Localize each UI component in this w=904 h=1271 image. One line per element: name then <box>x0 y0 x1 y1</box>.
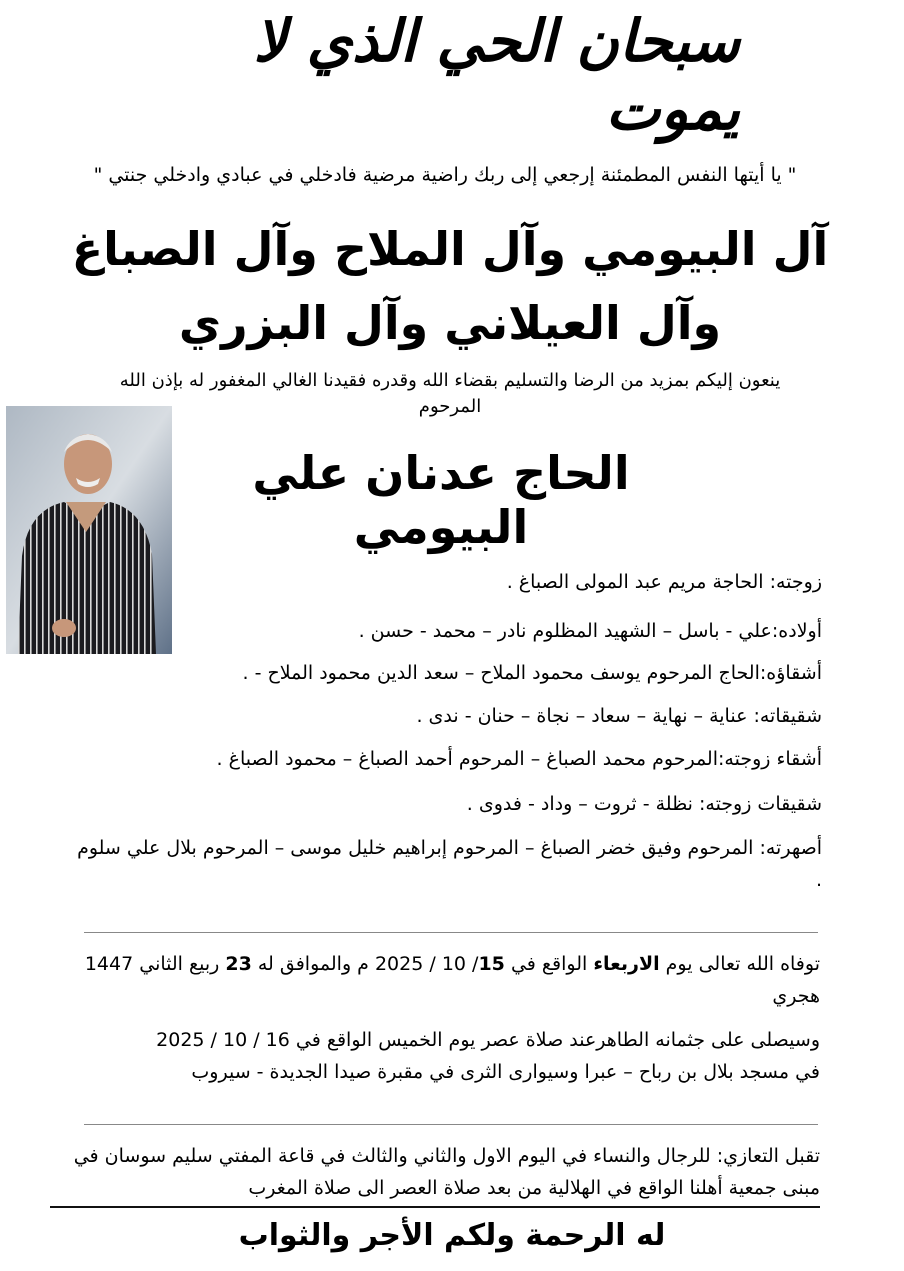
announcement-line-1: ينعون إليكم بمزيد من الرضا والتسليم بقضاء الله وقدره فقيدنا الغالي المغفور له بإذن الله <box>119 370 781 391</box>
condolences-info: تقبل التعازي: للرجال والنساء في اليوم الاول والثاني والثالث في قاعة المفتي سليم سوسان في مبنى جمعية أهلنا الواقع في الهلالية من بعد صلاة العصر الى صلاة المغرب <box>73 1145 820 1199</box>
death-day-number: 15 <box>478 953 505 975</box>
death-info-text: / 10 / 2025 م والموافق له <box>251 953 479 975</box>
death-info <box>50 948 820 1012</box>
deceased-name: الحاج عدنان علي البيومي <box>252 446 630 554</box>
relative-wife-sisters: شقيقات زوجته: نظلة - ثروت – وداد - فدوى . <box>466 793 822 815</box>
divider <box>50 1206 820 1208</box>
hijri-day-number: 23 <box>225 953 252 975</box>
death-info-text: الواقع في <box>504 953 594 975</box>
quran-verse: " يا أيتها النفس المطمئنة إرجعي إلى ربك راضية مرضية فادخلي في عبادي وادخلي جنتي " <box>93 164 797 186</box>
funeral-line-1: وسيصلى على جثمانه الطاهرعند صلاة عصر يوم الخميس الواقع في 16 / 10 / 2025 <box>156 1029 820 1051</box>
header-calligraphy: سبحان الحي الذي لا يموت <box>253 7 740 143</box>
relative-brothers: أشقاؤه:الحاج المرحوم يوسف محمود الملاح – سعد الدين محمود الملاح - . <box>242 662 822 684</box>
funeral-line-2: في مسجد بلال بن رباح – عبرا وسيوارى الثرى في مقبرة صيدا الجديدة - سيروب <box>191 1061 820 1083</box>
families-block <box>60 212 840 360</box>
divider <box>84 1124 818 1125</box>
announcement <box>60 368 840 420</box>
relative-wife: زوجته: الحاجة مريم عبد المولى الصباغ . <box>506 571 822 593</box>
funeral-info <box>50 1024 820 1088</box>
families-line-2: وآل العيلاني وآل البزري <box>178 296 722 350</box>
relative-children: أولاده:علي - باسل – الشهيد المظلوم نادر – محمد - حسن . <box>358 620 822 642</box>
death-day: الاربعاء <box>593 953 660 975</box>
relative-in-laws: أصهرته: المرحوم وفيق خضر الصباغ – المرحوم إبراهيم خليل موسى – المرحوم بلال علي سلوم . <box>77 837 822 891</box>
relative-wife-brothers: أشقاء زوجته:المرحوم محمد الصباغ – المرحوم أحمد الصباغ – محمود الصباغ . <box>216 748 822 770</box>
death-info-text: ربيع الثاني 1447 هجري <box>84 953 820 1007</box>
announcement-line-2: المرحوم <box>418 396 482 417</box>
relative-sisters: شقيقاته: عناية – نهاية – سعاد – نجاة – حنان - ندى . <box>416 705 822 727</box>
closing-prayer: له الرحمة ولكم الأجر والثواب <box>238 1218 666 1253</box>
divider <box>84 932 818 933</box>
death-info-text: توفاه الله تعالى يوم <box>659 953 820 975</box>
families-line-1: آل البيومي وآل الملاح وآل الصباغ <box>71 222 829 276</box>
